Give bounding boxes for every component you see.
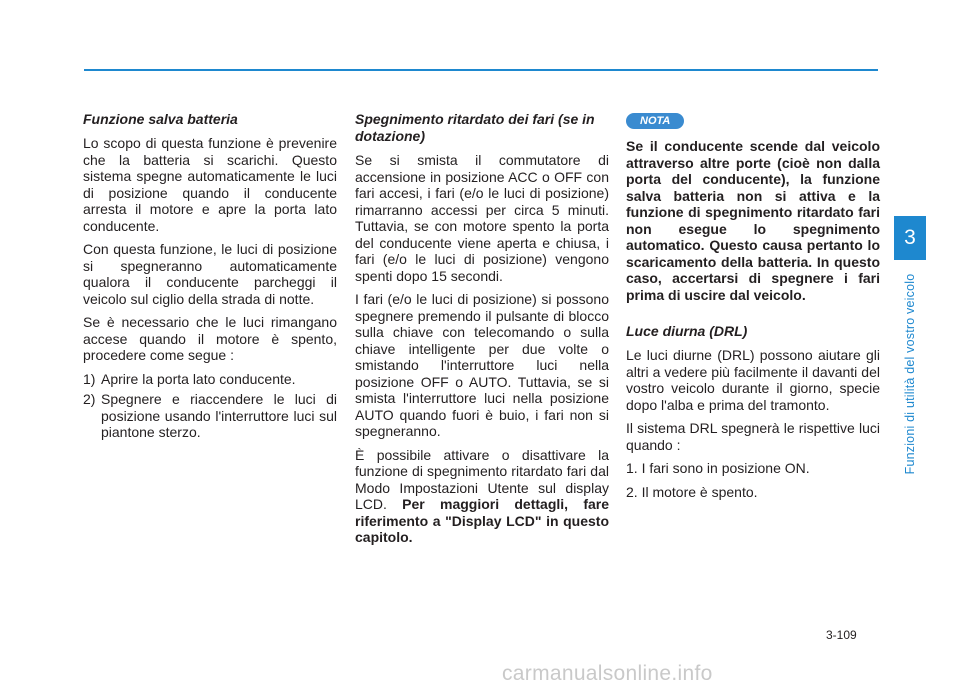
page-number: 3-109 (826, 628, 857, 642)
column-right (626, 111, 880, 507)
note-text: Se il conducente scende dal veicolo attraverso altre porte (cioè non dalla porta del conducente), la funzione salva batteria non si attiva e la funzione di spegnimento ritardato fari non esegue lo spegnimento automatico. Questo causa pertanto lo scaricamento della batteria. In questo caso, accertarsi di spegnere i fari prima di uscire dal veicolo. (626, 138, 880, 303)
heading-funzione-salva-batteria: Funzione salva batteria (83, 111, 238, 127)
paragraph (355, 447, 609, 546)
step-number: 2) (83, 391, 96, 407)
list-item: 1. I fari sono in posizione ON. (626, 460, 810, 476)
step-number: 1) (83, 370, 96, 387)
paragraph: Lo scopo di questa funzione è prevenire che la batteria si scarichi. Questo sistema spegne automaticamente le luci di posizione quando il conducente arresta il motore e apre la porta lato conducente. (83, 135, 337, 234)
list-item (83, 371, 337, 388)
chapter-tab: 3 (894, 216, 926, 260)
paragraph: Le luci diurne (DRL) possono aiutare gli altri a vedere più facilmente il davanti del vostro veicolo durante il giorno, specie dopo l'alba e prima del tramonto. (626, 347, 880, 413)
step-text: Aprire la porta lato conducente. (101, 370, 296, 387)
paragraph: Il sistema DRL spegnerà le rispettive luci quando : (626, 420, 880, 453)
step-text: Spegnere e riaccendere le luci di posizione usando l'interruttore luci sul piantone sterzo. (101, 391, 337, 440)
paragraph-text: È possibile attivare o disattivare la funzione di spegnimento ritardato fari dal Modo Impostazioni Utente sul display LCD. (355, 446, 609, 512)
paragraph: I fari (e/o le luci di posizione) si possono spegnere premendo il pulsante di blocco sulla chiave con telecomando o sulla chiave intelligente per due volte o smistando l'interruttore luci nella posizione OFF o AUTO. Tuttavia, se si smista l'interruttore luci nella posizione AUTO quando fuori è buio, i fari non si spegneranno. (355, 291, 609, 439)
nota-badge: NOTA (626, 113, 684, 129)
column-left (83, 111, 337, 445)
list-item: 2. Il motore è spento. (626, 483, 758, 500)
header-rule (84, 69, 878, 71)
cross-reference: Per maggiori dettagli, fare riferimento a "Display LCD" in questo capitolo. (355, 496, 609, 545)
chapter-title: Funzioni di utilità del vostro veicolo (903, 273, 917, 475)
heading-luce-diurna: Luce diurna (DRL) (626, 323, 748, 339)
paragraph: Se si smista il commutatore di accensione in posizione ACC o OFF con fari accesi, i fari (e/o le luci di posizione) rimarranno accessi per circa 5 minuti. Tuttavia, se con motore spento la porta del conducente viene aperta e chiusa, i fari (e/o le luci di posizione) vengono spenti dopo 15 secondi. (355, 152, 609, 284)
steps-list (83, 371, 337, 441)
list-item (83, 391, 337, 441)
column-middle (355, 111, 609, 553)
paragraph: Se è necessario che le luci rimangano accese quando il motore è spento, procedere come segue : (83, 314, 337, 363)
watermark: carmanualsonline.info (502, 662, 713, 685)
heading-spegnimento-ritardato: Spegnimento ritardato dei fari (se in dotazione) (355, 111, 595, 144)
paragraph: Con questa funzione, le luci di posizione si spegneranno automaticamente qualora il conducente parcheggi il veicolo sul ciglio della strada di notte. (83, 241, 337, 307)
